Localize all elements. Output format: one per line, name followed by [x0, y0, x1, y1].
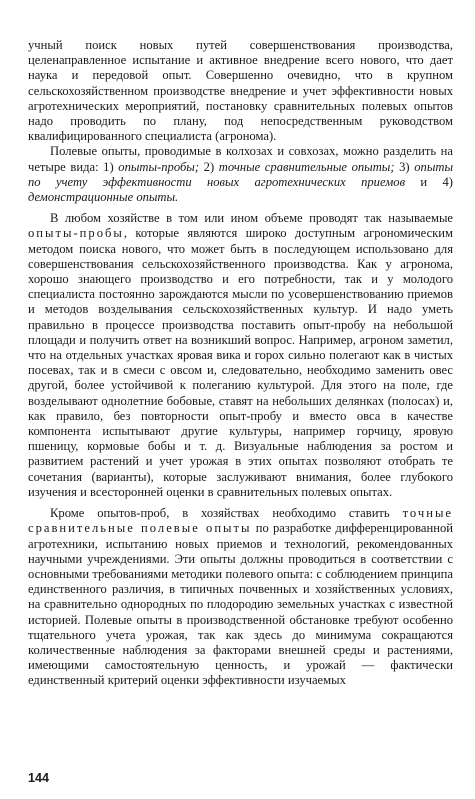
paragraph-2-italic: точные сравнительные опыты; — [218, 159, 395, 174]
paragraph-2-text: и 4) — [405, 174, 453, 189]
paragraph-3 — [28, 211, 453, 500]
paragraph-4-spaced-term: точные сравнительные полевые опыты — [28, 506, 453, 536]
paragraph-4-text: Кроме опытов-проб, в хозяйствах необходимо ставить — [50, 506, 403, 521]
paragraph-3-text: В любом хозяйстве в том или ином объеме проводят так называемые — [50, 211, 453, 226]
book-page-text — [28, 38, 453, 689]
paragraph-3-spaced-term: опыты-пробы — [28, 226, 124, 241]
paragraph-2-italic: демонстрационные опыты. — [28, 190, 179, 205]
paragraph-2-text: Полевые опыты, проводимые в колхозах и совхозах, можно разделить на четыре вида: 1) — [28, 144, 453, 174]
paragraph-2-italic: опыты-пробы; — [118, 159, 200, 174]
paragraph-2 — [28, 144, 453, 205]
paragraph-3-text: , которые являются широко доступным агрономическим методом поиска нового, что может быть в последующем использовано для совершенствования сельскохозяйственного производства. Как у агронома, хорошо знающего производство и его потребности, так и у молодого специалиста постоянно зарождаются мысли по усовершенствованию приемов и методов возделывания сельскохозяйственных культур. И надо уметь правильно в процессе производства поставить опыт-пробу на небольшой площади и получить ответ на возникший вопрос. Например, агроном заметил, что на отдельных участках яровая вика и горох сильно полегают как в чистых посевах, так и в смеси с овсом и, следовательно, необходимо заменить овес другой, более устойчивой к полеганию культурой. Для этого на поле, где возделывают однолетние бобовые, ставят на небольших делянках (полосах) и, как правило, без повторности опыт-пробу и вместо овса в качестве компонента испытывают другие культуры, например горчицу, яровую пшеницу, кормовые бобы и т. д. Визуальные наблюдения за ростом и развитием растений и учет урожая в этих опытах позволяют отобрать те сочетания (варианты), которые заслуживают внимания, более глубокого изучения и всесторонней оценки в сравнительных полевых опытах. — [28, 226, 453, 499]
paragraph-2-italic: опыты по учету эффективности новых агротехнических приемов — [28, 159, 453, 189]
paragraph-2-text: 2) — [199, 159, 219, 174]
paragraph-1: учный поиск новых путей совершенствования производства, целенаправленное испытание и активное внедрение всего нового, что дает наука и передовой опыт. Совершенно очевидно, что в крупном сельскохозяйственном производстве внедрение и учет эффективности новых агротехнических мероприятий, постановку сравнительных полевых опытов надо проводить по плану, под непосредственным руководством квалифицированного специалиста (агронома). — [28, 38, 453, 144]
paragraph-4 — [28, 506, 453, 688]
paragraph-2-text: 3) — [394, 159, 415, 174]
page-number: 144 — [28, 771, 50, 785]
paragraph-4-text: по разработке дифференцированной агротехники, испытанию новых приемов и технологий, рекомендованных научными учреждениями. Эти опыты должны проводиться в соответствии с основными требованиями методики полевого опыта: с соблюдением принципа единственного различия, в типичных почвенных и хозяйственных условиях, на сравнительно однородных по плодородию земельных участках с известной историей. Полевые опыты в производственной обстановке требуют особенно тщательного учета урожая, так как здесь до минимума сокращаются количественные наблюдения за факторами внешней среды и растениями, имеющими самостоятельную ценность, и урожай — фактически единственный критерий оценки эффективности изучаемых — [28, 521, 453, 688]
